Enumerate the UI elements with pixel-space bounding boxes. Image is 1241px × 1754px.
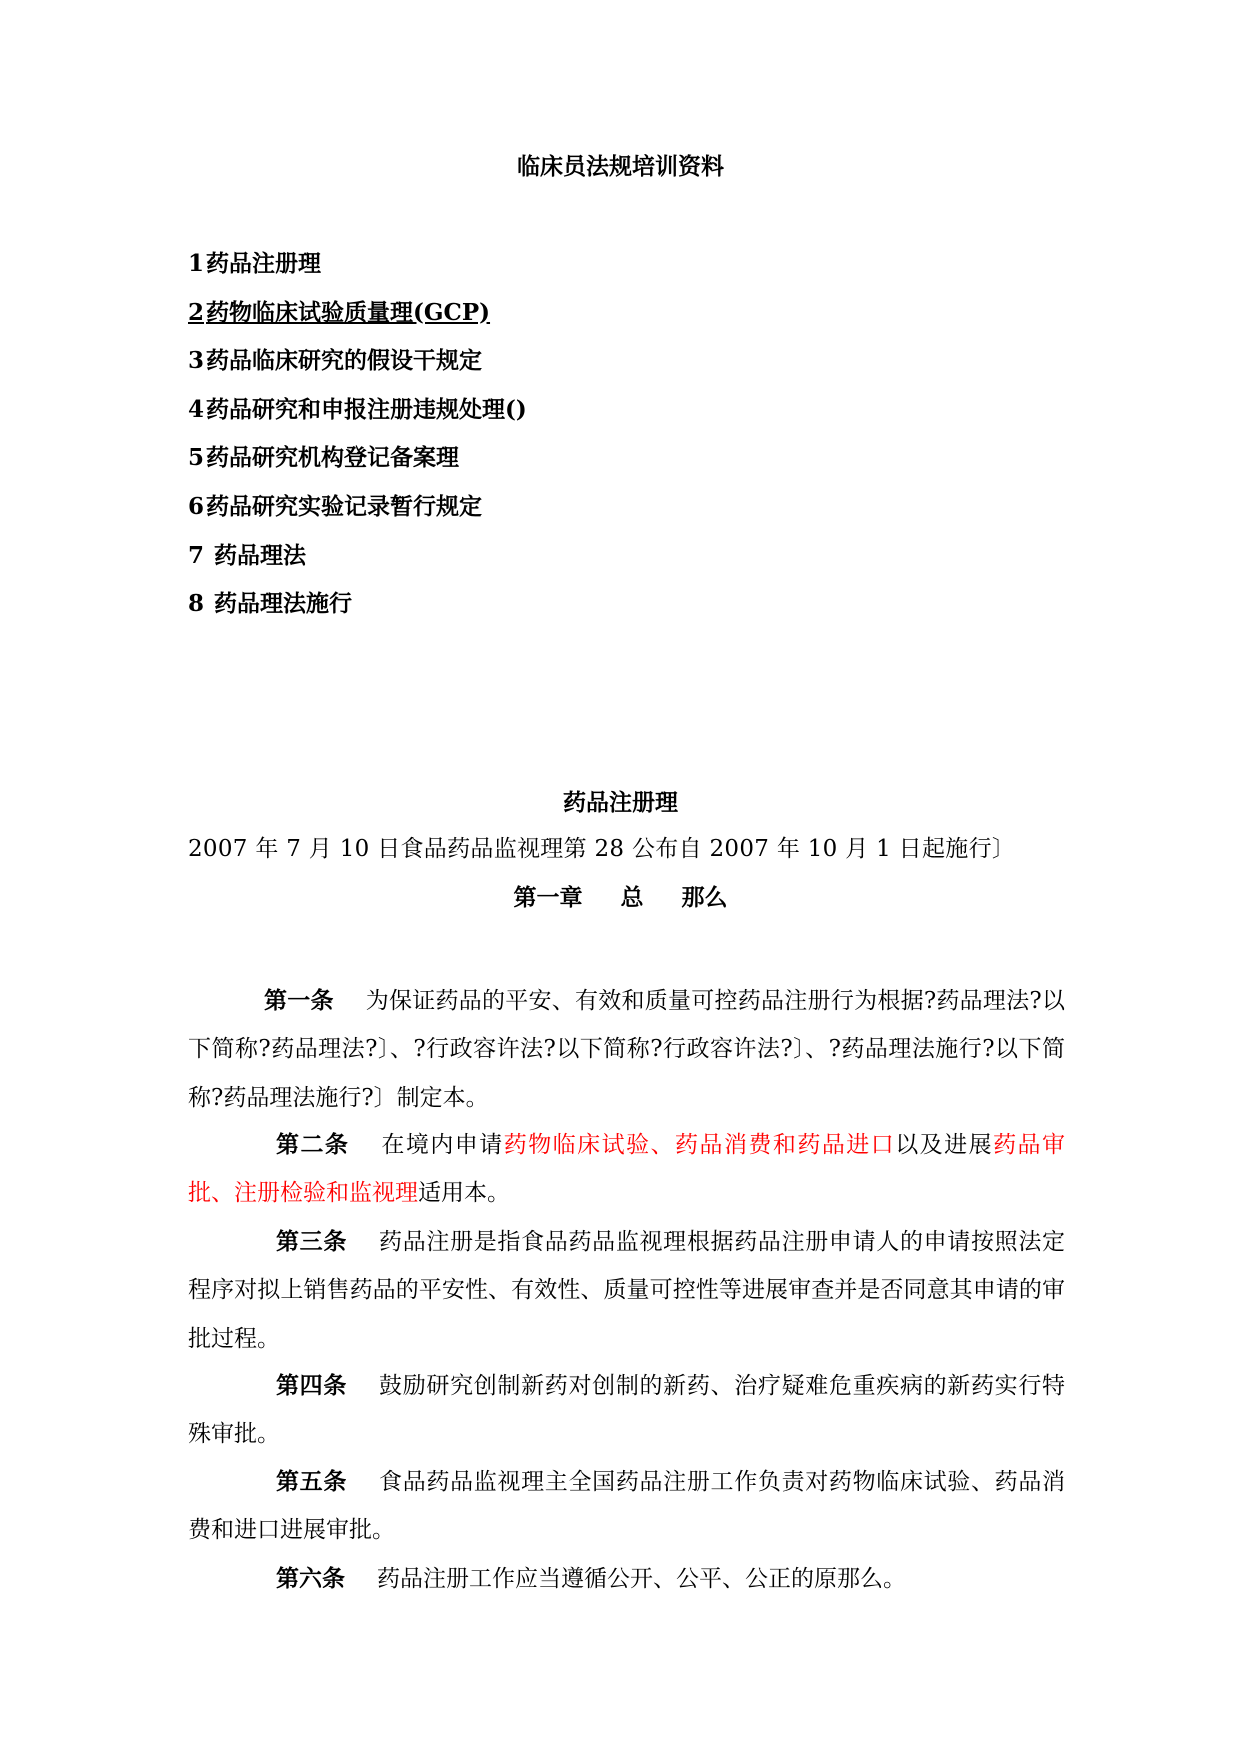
- highlighted-text: 药品审批、注册检验和监视理: [188, 1132, 1066, 1207]
- toc-item: 7 药品理法: [188, 541, 307, 569]
- article-label: 第三条: [276, 1228, 348, 1255]
- toc-item: 8 药品理法施行: [188, 590, 353, 618]
- article-label: 第一条: [264, 987, 334, 1014]
- toc-item: 3药品临床研究的假设干规定: [188, 347, 483, 375]
- table-of-contents: [188, 247, 527, 636]
- toc-item: 4药品研究和申报注册违规处理(): [188, 395, 527, 423]
- article-text: 鼓励研究创制新药对创制的新药、治疗疑难危重疾病的新药实行特殊审批。: [188, 1373, 1066, 1448]
- chapter-heading-part: 总: [620, 884, 644, 911]
- article-label: 第五条: [276, 1468, 348, 1495]
- toc-item: 1药品注册理: [188, 250, 322, 277]
- section-title: 药品注册理: [563, 789, 678, 816]
- article-text: 为保证药品的平安、有效和质量可控药品注册行为根据?药品理法?以下简称?药品理法?〕、?行政容许法?以下简称?行政容许法?〕、?药品理法施行?以下简称?药品理法施行?〕制定本。: [188, 988, 1065, 1111]
- article-label: 第六条: [276, 1565, 345, 1592]
- article-text: 以及进展: [895, 1132, 994, 1158]
- article-text: 药品注册工作应当遵循公开、公平、公正的原那么。: [377, 1566, 906, 1592]
- toc-item: 5药品研究机构登记备案理: [188, 444, 460, 472]
- article-1: [188, 977, 1065, 1122]
- chapter-heading-part: 那么: [681, 884, 728, 911]
- article-text: 药品注册是指食品药品监视理根据药品注册申请人的申请按照法定程序对拟上销售药品的平安性、有效性、质量可控性等进展审查并是否同意其申请的审批过程。: [188, 1229, 1066, 1352]
- toc-item: 6药品研究实验记录暂行规定: [188, 492, 483, 520]
- article-4: [188, 1362, 1065, 1459]
- article-text: 食品药品监视理主全国药品注册工作负责对药物临床试验、药品消费和进口进展审批。: [188, 1469, 1066, 1544]
- article-label: 第二条: [276, 1131, 350, 1158]
- article-5: [188, 1458, 1065, 1555]
- article-text: 适用本。: [418, 1180, 510, 1207]
- article-3: [188, 1218, 1065, 1363]
- chapter-title: [0, 881, 1241, 915]
- toc-item-link[interactable]: 2药物临床试验质量理(GCP): [188, 298, 491, 326]
- document-title: 临床员法规培训资料: [517, 153, 724, 180]
- article-6: [188, 1555, 1065, 1603]
- section-publication-note: 2007 年 7 月 10 日食品药品监视理第 28 公布自 2007 年 10 月 1 日起施行〕: [188, 836, 1016, 862]
- article-label: 第四条: [276, 1372, 348, 1399]
- highlighted-text: 药物临床试验、药品消费和药品进口: [503, 1132, 896, 1158]
- article-2: [188, 1121, 1065, 1218]
- article-text: 在境内申请: [381, 1132, 504, 1158]
- chapter-number: 第一章: [513, 884, 583, 911]
